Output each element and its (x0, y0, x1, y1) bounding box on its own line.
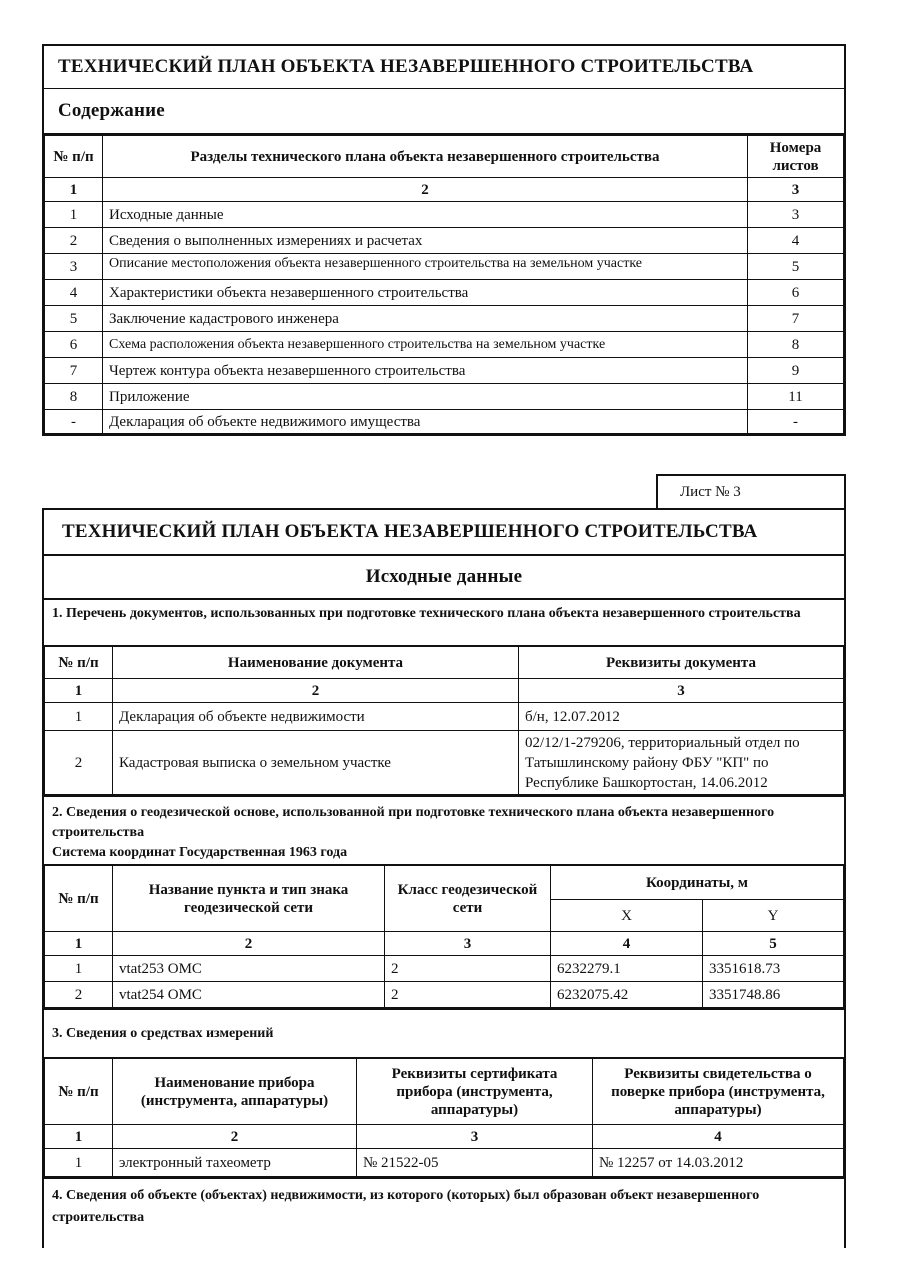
index-cell: 3 (748, 178, 844, 202)
col-header-certificate: Реквизиты сертификата прибора (инструмента, аппаратуры) (357, 1059, 593, 1125)
row-point-name: vtat254 ОМС (113, 982, 385, 1008)
row-num: 5 (45, 306, 103, 332)
index-cell: 1 (45, 679, 113, 703)
row-section: Чертеж контура объекта незавершенного строительства (103, 358, 748, 384)
row-num: 2 (45, 982, 113, 1008)
instruments-table (44, 1058, 844, 1177)
section-2-heading (44, 795, 844, 865)
row-section: Характеристики объекта незавершенного строительства (103, 280, 748, 306)
row-x: 6232279.1 (551, 956, 703, 982)
index-cell: 2 (113, 679, 519, 703)
col-header-num: № п/п (45, 866, 113, 932)
row-num: 8 (45, 384, 103, 410)
row-doc-name: Кадастровая выписка о земельном участке (113, 731, 519, 795)
table-row (45, 410, 844, 434)
row-doc-req: 02/12/1-279206, территориальный отдел по Татышлинскому району ФБУ "КП" по Республике Башкортостан, 14.06.2012 (519, 731, 844, 795)
col-header-doc-req: Реквизиты документа (519, 647, 844, 679)
row-section: Приложение (103, 384, 748, 410)
row-num: 2 (45, 228, 103, 254)
row-sheet: 3 (748, 202, 844, 228)
row-y: 3351748.86 (703, 982, 844, 1008)
col-header-section: Разделы технического плана объекта незавершенного строительства (103, 136, 748, 178)
col-header-sheets: Номера листов (748, 136, 844, 178)
index-row (45, 932, 844, 956)
contents-subtitle: Содержание (44, 89, 844, 135)
index-cell: 4 (593, 1125, 844, 1149)
row-num: 2 (45, 731, 113, 795)
section-3-heading: 3. Сведения о средствах измерений (44, 1008, 844, 1058)
documents-table (44, 646, 844, 795)
coordinate-system: Система координат Государственная 1963 года (52, 845, 348, 860)
row-num: 4 (45, 280, 103, 306)
row-sheet: 6 (748, 280, 844, 306)
index-cell: 1 (45, 178, 103, 202)
col-header-num: № п/п (45, 1059, 113, 1125)
row-num: 1 (45, 1149, 113, 1177)
row-num: 1 (45, 202, 103, 228)
index-row (45, 1125, 844, 1149)
col-header-y: Y (703, 900, 844, 932)
row-num: - (45, 410, 103, 434)
geodetic-table (44, 865, 844, 1008)
row-section: Заключение кадастрового инженера (103, 306, 748, 332)
section-4-heading: 4. Сведения об объекте (объектах) недвижимости, из которого (которых) был образован объект незавершенного строительства (44, 1177, 844, 1237)
index-cell: 1 (45, 1125, 113, 1149)
row-section: Исходные данные (103, 202, 748, 228)
row-num: 1 (45, 703, 113, 731)
table-row (45, 731, 844, 795)
col-header-class: Класс геодезической сети (385, 866, 551, 932)
section-title: Исходные данные (44, 556, 844, 600)
row-sheet: 8 (748, 332, 844, 358)
row-point-name: vtat253 ОМС (113, 956, 385, 982)
contents-block (42, 44, 846, 436)
page-title: ТЕХНИЧЕСКИЙ ПЛАН ОБЪЕКТА НЕЗАВЕРШЕННОГО СТРОИТЕЛЬСТВА (44, 510, 844, 556)
row-section: Схема расположения объекта незавершенного строительства на земельном участке (103, 332, 748, 358)
row-instrument: электронный тахеометр (113, 1149, 357, 1177)
col-header-verification: Реквизиты свидетельства о поверке прибора (инструмента, аппаратуры) (593, 1059, 844, 1125)
source-data-block (42, 508, 846, 1248)
col-header-coords: Координаты, м (551, 866, 844, 900)
section-1-heading: 1. Перечень документов, использованных при подготовке технического плана объекта незавершенного строительства (44, 600, 844, 646)
table-row (45, 1149, 844, 1177)
row-sheet: 4 (748, 228, 844, 254)
table-row (45, 956, 844, 982)
index-cell: 2 (113, 932, 385, 956)
table-row (45, 202, 844, 228)
row-num: 7 (45, 358, 103, 384)
row-num: 3 (45, 254, 103, 280)
row-x: 6232075.42 (551, 982, 703, 1008)
row-sheet: 11 (748, 384, 844, 410)
contents-table (44, 135, 844, 434)
row-sheet: 7 (748, 306, 844, 332)
row-num: 1 (45, 956, 113, 982)
contents-title: ТЕХНИЧЕСКИЙ ПЛАН ОБЪЕКТА НЕЗАВЕРШЕННОГО СТРОИТЕЛЬСТВА (44, 46, 844, 89)
sheet-number-label: Лист № 3 (680, 484, 741, 500)
row-sheet: 9 (748, 358, 844, 384)
index-cell: 5 (703, 932, 844, 956)
sheet-number-box (656, 474, 846, 510)
row-section-text: Описание местоположения объекта незавершенного строительства на земельном участке (109, 256, 643, 271)
row-y: 3351618.73 (703, 956, 844, 982)
index-cell: 2 (113, 1125, 357, 1149)
table-row (45, 332, 844, 358)
row-num: 6 (45, 332, 103, 358)
col-header-x: X (551, 900, 703, 932)
row-doc-req: б/н, 12.07.2012 (519, 703, 844, 731)
index-cell: 3 (357, 1125, 593, 1149)
index-cell: 3 (385, 932, 551, 956)
index-row (45, 679, 844, 703)
table-row (45, 384, 844, 410)
table-row (45, 982, 844, 1008)
col-header-point-name: Название пункта и тип знака геодезической сети (113, 866, 385, 932)
index-cell: 3 (519, 679, 844, 703)
index-cell: 1 (45, 932, 113, 956)
index-cell: 2 (103, 178, 748, 202)
table-row (45, 358, 844, 384)
index-cell: 4 (551, 932, 703, 956)
table-row (45, 306, 844, 332)
row-verification: № 12257 от 14.03.2012 (593, 1149, 844, 1177)
row-section: Сведения о выполненных измерениях и расчетах (103, 228, 748, 254)
row-sheet: 5 (748, 254, 844, 280)
col-header-num: № п/п (45, 136, 103, 178)
section-2-heading-text: 2. Сведения о геодезической основе, использованной при подготовке технического плана объекта незавершенного строительства (52, 805, 775, 840)
table-row (45, 703, 844, 731)
row-certificate: № 21522-05 (357, 1149, 593, 1177)
table-row (45, 254, 844, 280)
table-row (45, 228, 844, 254)
col-header-instrument: Наименование прибора (инструмента, аппаратуры) (113, 1059, 357, 1125)
index-row (45, 178, 844, 202)
row-class: 2 (385, 956, 551, 982)
col-header-doc-name: Наименование документа (113, 647, 519, 679)
col-header-num: № п/п (45, 647, 113, 679)
row-doc-name: Декларация об объекте недвижимости (113, 703, 519, 731)
row-class: 2 (385, 982, 551, 1008)
table-row (45, 280, 844, 306)
row-section: Декларация об объекте недвижимого имущества (103, 410, 748, 434)
row-section (103, 254, 748, 280)
row-sheet: - (748, 410, 844, 434)
